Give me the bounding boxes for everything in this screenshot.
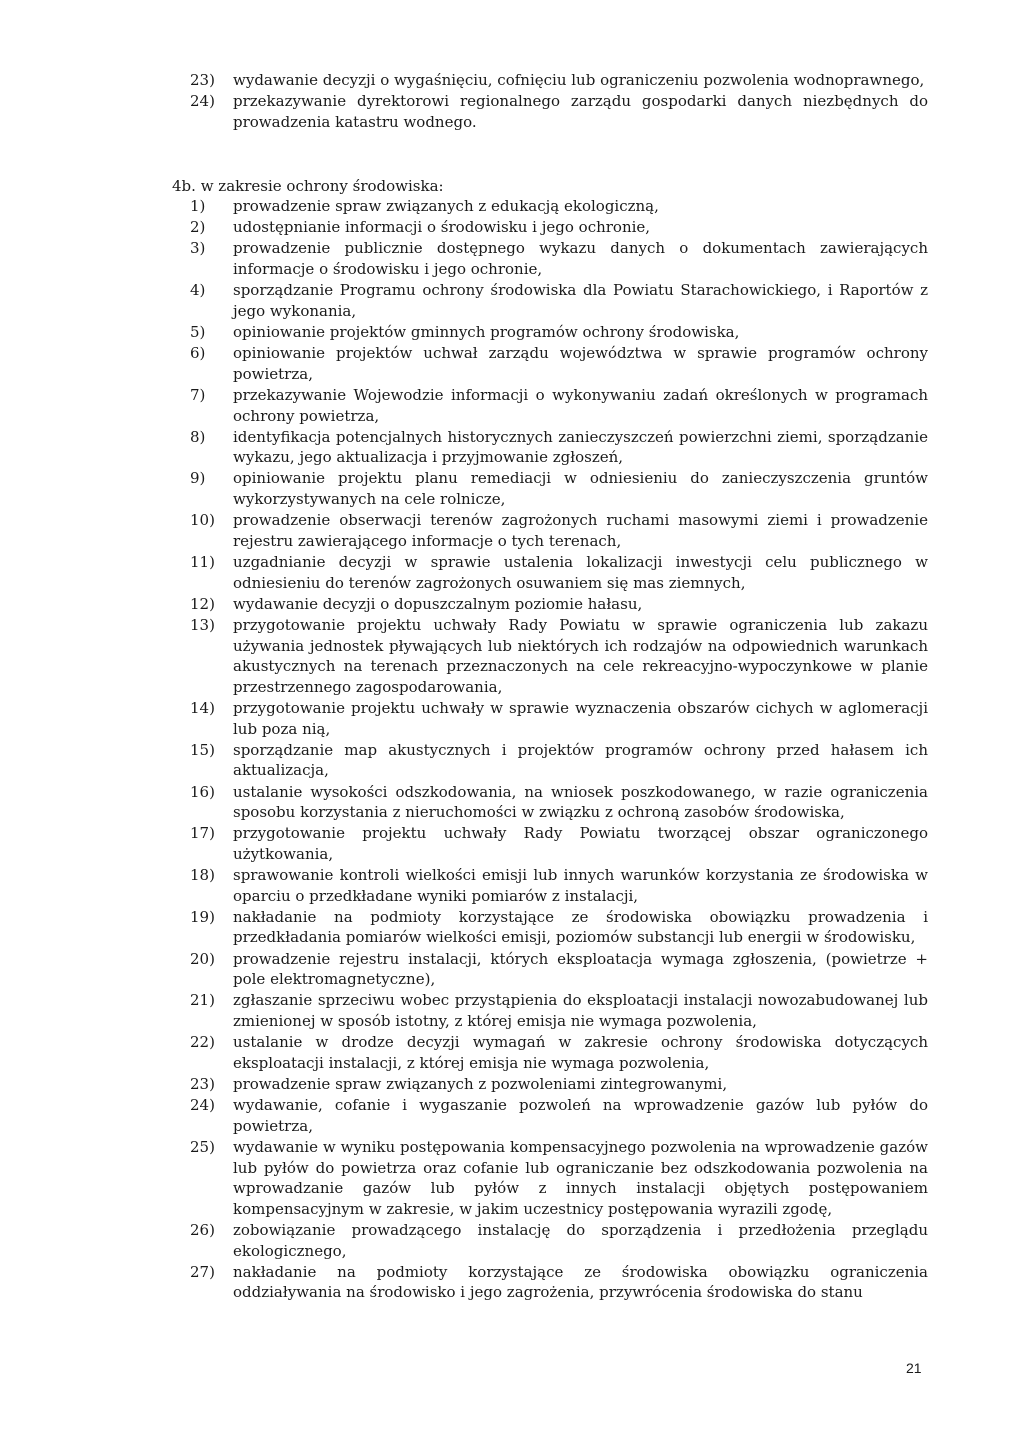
item-text: prowadzenie spraw związanych z pozwoleniami zintegrowanymi, — [233, 1075, 728, 1093]
item-text: ustalanie w drodze decyzji wymagań w zakresie ochrony środowiska dotyczących eksploatacji instalacji, z której emisja nie wymaga pozwolenia, — [233, 1033, 928, 1072]
list-item — [190, 217, 928, 238]
item-text: sporządzanie map akustycznych i projektów programów ochrony przed hałasem ich aktualizacja, — [233, 740, 928, 780]
list-item — [190, 70, 928, 91]
item-number: 11) — [190, 553, 215, 572]
item-number: 7) — [190, 385, 206, 404]
list-item — [190, 1074, 928, 1095]
list-item — [190, 552, 928, 593]
item-number: 24) — [190, 1096, 215, 1115]
page-number: 21 — [906, 1360, 922, 1376]
list-item — [190, 322, 928, 343]
list-item — [190, 990, 928, 1031]
item-text: prowadzenie spraw związanych z edukacją ekologiczną, — [233, 197, 659, 215]
list-item — [190, 510, 928, 551]
item-number: 22) — [190, 1033, 215, 1052]
item-text: uzgadnianie decyzji w sprawie ustalenia lokalizacji inwestycji celu publicznego w odniesieniu do terenów zagrożonych osuwaniem się mas ziemnych, — [233, 553, 928, 592]
list-item — [190, 385, 928, 426]
item-number: 21) — [190, 991, 215, 1010]
item-number: 8) — [190, 427, 206, 446]
item-number: 6) — [190, 344, 206, 363]
item-text: wydawanie, cofanie i wygaszanie pozwoleń na wprowadzenie gazów lub pyłów do powietrza, — [233, 1096, 928, 1135]
item-text: przygotowanie projektu uchwały Rady Powiatu w sprawie ograniczenia lub zakazu używania jednostek pływających lub niektórych ich rodzajów na odpowiednich warunkach akustycznych na terenach przeznaczonych na cele rekreacyjno-wypoczynkowe w planie przestrzennego zagospodarowania, — [233, 616, 928, 696]
list-item — [190, 1220, 928, 1261]
item-text: identyfikacja potencjalnych historycznych zanieczyszczeń powierzchni ziemi, sporządzanie wykazu, jego aktualizacja i przyjmowanie zgłoszeń, — [233, 427, 928, 467]
item-text: zgłaszanie sprzeciwu wobec przystąpienia do eksploatacji instalacji nowozabudowanej lub zmienionej w sposób istotny, z której emisja nie wymaga pozwolenia, — [233, 991, 928, 1031]
section-label: 4b. — [172, 177, 196, 195]
item-number: 25) — [190, 1137, 215, 1156]
environment-tasks-list — [190, 196, 928, 1304]
item-number: 5) — [190, 322, 206, 341]
item-number: 10) — [190, 511, 215, 530]
item-number: 14) — [190, 698, 215, 717]
item-number: 27) — [190, 1262, 215, 1281]
section-title: w zakresie ochrony środowiska: — [200, 177, 444, 195]
item-number: 1) — [190, 197, 206, 215]
item-number: 17) — [190, 824, 215, 843]
list-item — [190, 907, 928, 948]
item-text: przygotowanie projektu uchwały Rady Powiatu tworzącej obszar ograniczonego użytkowania, — [233, 824, 928, 863]
item-number: 15) — [190, 740, 215, 759]
list-item — [190, 740, 928, 781]
list-item — [190, 427, 928, 468]
item-text: nakładanie na podmioty korzystające ze środowiska obowiązku prowadzenia i przedkładania pomiarów wielkości emisji, poziomów substancji lub energii w środowisku, — [233, 907, 928, 947]
item-text: udostępnianie informacji o środowisku i jego ochronie, — [233, 218, 651, 237]
item-number: 2) — [190, 218, 206, 237]
item-text: wydawanie w wyniku postępowania kompensacyjnego pozwolenia na wprowadzenie gazów lub pyłów do powietrza oraz cofanie lub ograniczanie bez odszkodowania pozwolenia na wprowadzanie gazów lub pyłów z innych instalacji objętych postępowaniem kompensacyjnym w zakresie, w jakim uczestnicy postępowania wyrazili zgodę, — [233, 1137, 928, 1218]
list-item — [190, 1095, 928, 1136]
item-number: 9) — [190, 469, 206, 488]
item-number: 23) — [190, 71, 215, 89]
item-number: 4) — [190, 281, 206, 300]
list-item — [190, 1032, 928, 1073]
list-item — [190, 280, 928, 321]
list-item — [190, 949, 928, 990]
item-number: 19) — [190, 907, 215, 926]
item-text: prowadzenie rejestru instalacji, których eksploatacja wymaga zgłoszenia, (powietrze + pole elektromagnetyczne), — [233, 949, 928, 989]
section-heading — [172, 176, 444, 197]
item-number: 23) — [190, 1075, 215, 1093]
item-text: ustalanie wysokości odszkodowania, na wniosek poszkodowanego, w razie ograniczenia sposobu korzystania z nieruchomości w związku z ochroną zasobów środowiska, — [233, 782, 928, 822]
item-number: 13) — [190, 616, 215, 634]
continued-list — [190, 70, 928, 133]
item-text: prowadzenie publicznie dostępnego wykazu danych o dokumentach zawierających informacje o środowisku i jego ochronie, — [233, 239, 928, 278]
item-number: 26) — [190, 1220, 215, 1239]
item-text: przekazywanie dyrektorowi regionalnego zarządu gospodarki danych niezbędnych do prowadzenia katastru wodnego. — [233, 92, 928, 131]
item-text: przekazywanie Wojewodzie informacji o wykonywaniu zadań określonych w programach ochrony powietrza, — [233, 385, 928, 425]
list-item — [190, 196, 928, 217]
item-text: sprawowanie kontroli wielkości emisji lub innych warunków korzystania ze środowiska w oparciu o przedkładane wyniki pomiarów z instalacji, — [233, 866, 928, 905]
list-item — [190, 865, 928, 906]
list-item — [190, 615, 928, 697]
item-number: 18) — [190, 866, 215, 885]
list-item — [190, 468, 928, 509]
item-number: 16) — [190, 782, 215, 801]
list-item — [190, 782, 928, 823]
item-text: opiniowanie projektów uchwał zarządu województwa w sprawie programów ochrony powietrza, — [233, 344, 928, 383]
item-text: prowadzenie obserwacji terenów zagrożonych ruchami masowymi ziemi i prowadzenie rejestru zawierającego informacje o tych terenach, — [233, 511, 928, 550]
item-text: wydawanie decyzji o dopuszczalnym poziomie hałasu, — [233, 594, 643, 613]
list-item — [190, 238, 928, 279]
item-number: 24) — [190, 92, 215, 111]
list-item — [190, 343, 928, 384]
item-number: 3) — [190, 239, 206, 258]
list-item — [190, 594, 928, 615]
item-text: opiniowanie projektów gminnych programów ochrony środowiska, — [233, 322, 740, 341]
item-text: nakładanie na podmioty korzystające ze środowiska obowiązku ograniczenia oddziaływania na środowisko i jego zagrożenia, przywrócenia środowiska do stanu — [233, 1262, 928, 1302]
item-number: 12) — [190, 594, 215, 613]
item-text: wydawanie decyzji o wygaśnięciu, cofnięciu lub ograniczeniu pozwolenia wodnoprawnego, — [233, 71, 925, 89]
item-number: 20) — [190, 949, 215, 968]
item-text: zobowiązanie prowadzącego instalację do sporządzenia i przedłożenia przeglądu ekologicznego, — [233, 1220, 928, 1260]
item-text: sporządzanie Programu ochrony środowiska dla Powiatu Starachowickiego, i Raportów z jego wykonania, — [233, 281, 928, 320]
list-item — [190, 823, 928, 864]
list-item — [190, 91, 928, 132]
item-text: przygotowanie projektu uchwały w sprawie wyznaczenia obszarów cichych w aglomeracji lub poza nią, — [233, 698, 928, 738]
item-text: opiniowanie projektu planu remediacji w odniesieniu do zanieczyszczenia gruntów wykorzystywanych na cele rolnicze, — [233, 469, 928, 509]
list-item — [190, 1137, 928, 1219]
list-item — [190, 698, 928, 739]
list-item — [190, 1262, 928, 1303]
